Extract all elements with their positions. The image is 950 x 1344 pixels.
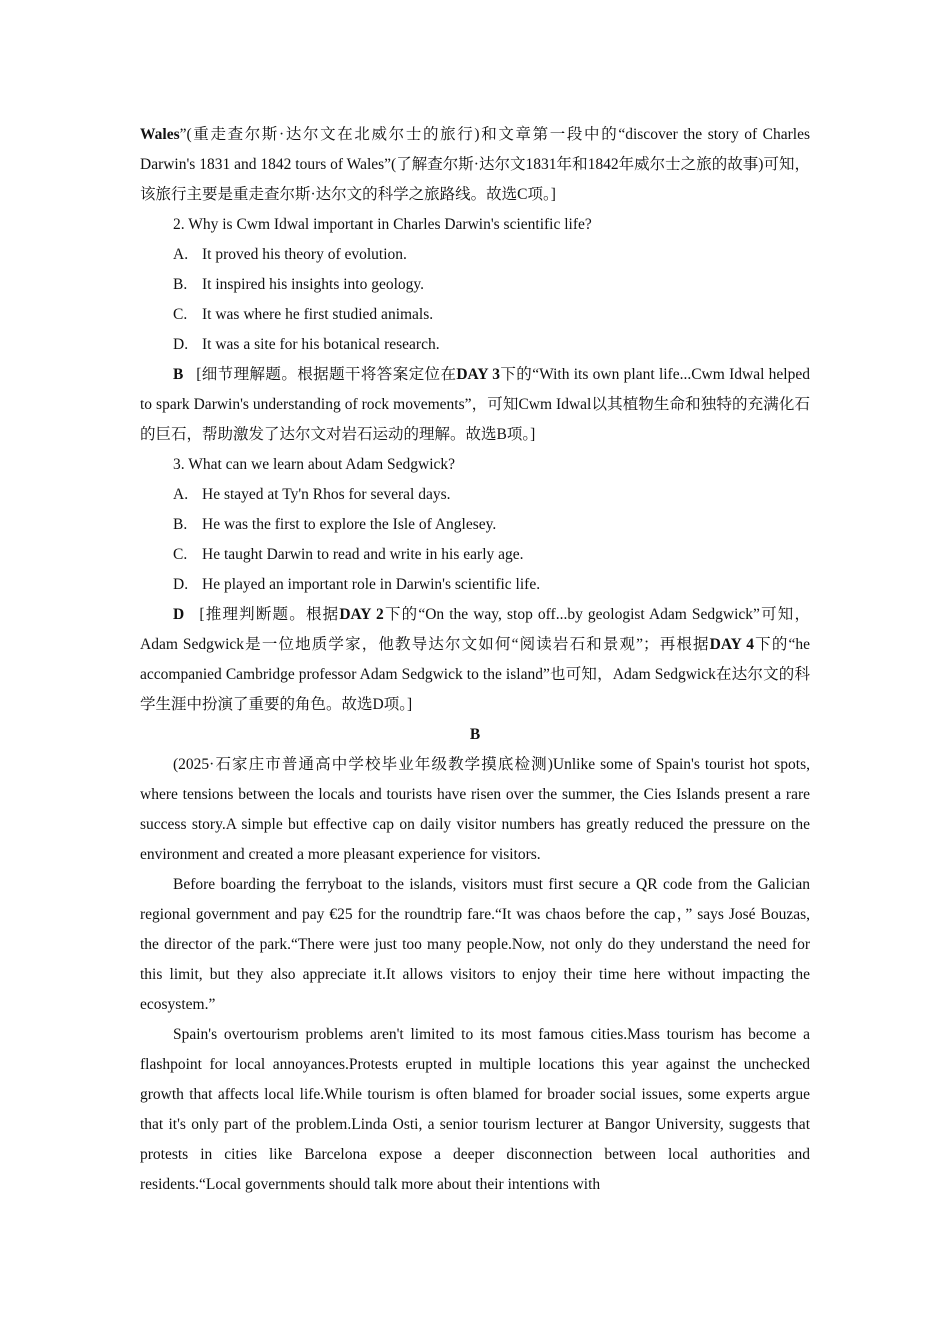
q3-answer: D [173,606,185,623]
document-page [140,120,810,1200]
q3-option-d: D. He played an important role in Darwin's scientific life. [173,576,541,593]
q3-option-c: C. He taught Darwin to read and write in his early age. [173,546,524,563]
q2-answer: B [173,366,184,383]
q3-option-b: B. He was the first to explore the Isle of Anglesey. [173,516,497,533]
intro-text: ”(重走查尔斯·达尔文在北威尔士的旅行)和文章第一段中的“discover the story of Charles Darwin's 1831 and 1842 tours of Wales”(了解查尔斯·达尔文1831年和1842年威尔士之旅的故事)可知，该旅行主要是重走查尔斯·达尔文的科学之旅路线。故选C项。] [140,126,810,203]
section-heading: B [469,726,481,743]
q2-option-b: B. It inspired his insights into geology. [173,276,425,293]
intro-bold-word: Wales [140,126,180,143]
intro-paragraph [140,120,810,210]
q2-option-c: C. It was where he first studied animals. [173,306,434,323]
q3-option-a: A. He stayed at Ty'n Rhos for several days. [173,486,451,503]
passage-paragraph-2: Before boarding the ferryboat to the islands, visitors must first secure a QR code from the Galician regional government and pay €25 for the roundtrip fare.“It was chaos before the cap，” says José Bouzas, the director of the park.“There were just too many people.Now, not only do they understand the need for this limit, but they also appreciate it.It allows visitors to enjoy their time here without impacting the ecosystem.” [140,876,810,1013]
passage-paragraph-3: Spain's overtourism problems aren't limited to its most famous cities.Mass tourism has become a flashpoint for local annoyances.Protests erupted in multiple locations this year against the unchecked growth that affects local life.While tourism is often blamed for broader social issues, some experts argue that it's only part of the problem.Linda Osti, a senior tourism lecturer at Bangor University, suggests that protests in cities like Barcelona expose a deeper disconnection between local authorities and residents.“Local governments should talk more about their intentions with [140,1026,810,1193]
q2-option-a: A. It proved his theory of evolution. [173,246,407,263]
passage-paragraph-1: (2025·石家庄市普通高中学校毕业年级教学摸底检测)Unlike some of Spain's tourist hot spots, where tensions between the locals and tourists have risen over the summer, the Cies Islands present a rare success story.A simple but effective cap on daily visitor numbers has greatly reduced the pressure on the environment and created a more pleasant experience for visitors. [140,756,810,863]
q3-explanation: D [推理判断题。根据DAY 2下的“On the way, stop off...by geologist Adam Sedgwick”可知，Adam Sedgwick是一位地质学家，他教导达尔文如何“阅读岩石和景观”；再根据DAY 4下的“he accompanied Cambridge professor Adam Sedgwick to the island”也可知，Adam Sedgwick在达尔文的科学生涯中扮演了重要的角色。故选D项。] [140,606,810,713]
question-2: 2. Why is Cwm Idwal important in Charles Darwin's scientific life? [173,216,592,233]
q2-explanation: B [细节理解题。根据题干将答案定位在DAY 3下的“With its own plant life...Cwm Idwal helped to spark Darwin's understanding of rock movements”，可知Cwm Idwal以其植物生命和独特的充满化石的巨石，帮助激发了达尔文对岩石运动的理解。故选B项。] [140,366,810,443]
question-3: 3. What can we learn about Adam Sedgwick? [173,456,456,473]
q2-option-d: D. It was a site for his botanical research. [173,336,440,353]
